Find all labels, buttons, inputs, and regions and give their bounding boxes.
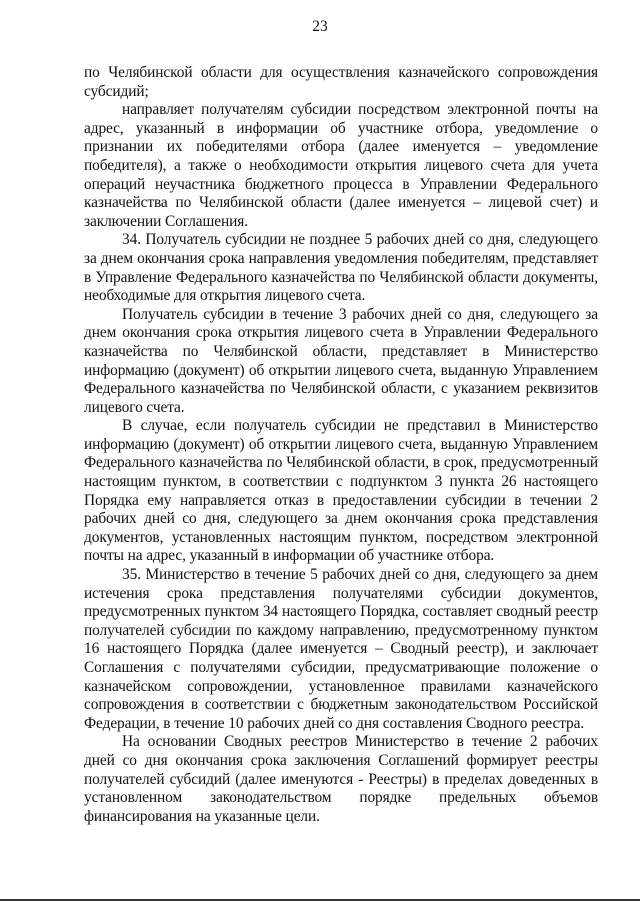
paragraph-continuation: по Челябинской области для осуществления казначейского сопровождения субсидий; xyxy=(84,64,598,100)
paragraph-registries: На основании Сводных реестров Министерство в течение 2 рабочих дней со дня окончания срока заключения Соглашений формирует реестры получателей субсидий (далее именуются - Реестры) в пределах доведенных в установленном законодательством порядке предельных объемов финансирования на указанные цели. xyxy=(84,733,598,825)
page-number: 23 xyxy=(312,18,328,35)
paragraph-notification: направляет получателям субсидии посредством электронной почты на адрес, указанный в информации об участнике отбора, уведомление о признании их победителями отбора (далее именуется – уведомление победителя), а также о необходимости открытия лицевого счета для учета операций неучастника бюджетного процесса в Управлении Федерального казначейства по Челябинской области (далее именуется – лицевой счет) и заключении Соглашения. xyxy=(84,101,598,230)
body-text xyxy=(84,64,598,826)
paragraph-item-34: 34. Получатель субсидии не позднее 5 рабочих дней со дня, следующего за днем окончания срока направления уведомления победителям, представляет в Управление Федерального казначейства по Челябинской области документы, необходимые для открытия лицевого счета. xyxy=(84,231,598,305)
bottom-divider xyxy=(0,899,640,901)
paragraph-refusal: В случае, если получатель субсидии не представил в Министерство информацию (документ) об открытии лицевого счета, выданную Управлением Федерального казначейства по Челябинской области, в срок, предусмотренный настоящим пунктом, в соответствии с подпунктом 3 пункта 26 настоящего Порядка ему направляется отказ в предоставлении субсидии в течении 2 рабочих дней со дня, следующего за днем окончания срока представления документов, установленных настоящим пунктом, посредством электронной почты на адрес, указанный в информации об участнике отбора. xyxy=(84,417,598,565)
paragraph-account-info: Получатель субсидии в течение 3 рабочих дней со дня, следующего за днем окончания срока открытия лицевого счета в Управлении Федерального казначейства по Челябинской области, представляет в Министерство информацию (документ) об открытии лицевого счета, выданную Управлением Федерального казначейства по Челябинской области, с указанием реквизитов лицевого счета. xyxy=(84,305,598,416)
paragraph-item-35: 35. Министерство в течение 5 рабочих дней со дня, следующего за днем истечения срока представления получателями субсидии документов, предусмотренных пунктом 34 настоящего Порядка, составляет сводный реестр получателей субсидии по каждому направлению, предусмотренному пунктом 16 настоящего Порядка (далее именуется – Сводный реестр), и заключает Соглашения с получателями субсидии, предусматривающие положение о казначейском сопровождении, установленное правилами казначейского сопровождения в соответствии с бюджетным законодательством Российской Федерации, в течение 10 рабочих дней со дня составления Сводного реестра. xyxy=(84,566,598,732)
